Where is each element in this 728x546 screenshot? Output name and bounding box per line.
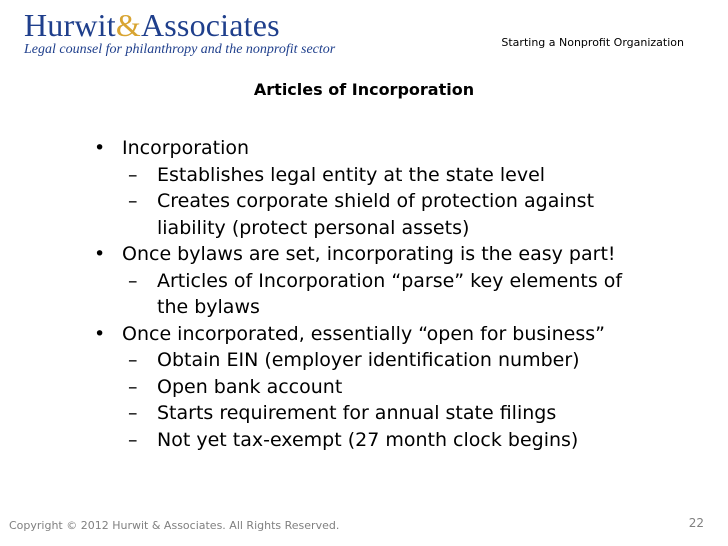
dash-icon: – — [128, 269, 138, 292]
logo-tagline: Legal counsel for philanthropy and the nonprofit sector — [24, 42, 336, 57]
bullet-item — [94, 241, 704, 268]
bullet-list — [94, 135, 704, 453]
sub-bullet-item — [94, 162, 704, 189]
sub-bullet-item — [94, 400, 704, 427]
dash-icon: – — [128, 190, 138, 212]
bullet-icon: • — [94, 137, 106, 159]
sub-bullet-text: Establishes legal entity at the state level — [157, 163, 546, 186]
dash-icon: – — [128, 428, 138, 451]
section-label: Starting a Nonprofit Organization — [501, 36, 684, 49]
dash-icon: – — [128, 349, 138, 371]
page-number: 22 — [688, 516, 704, 530]
logo-wordmark — [24, 8, 335, 42]
bullet-text: Incorporation — [122, 137, 250, 159]
company-logo — [24, 8, 335, 58]
sub-bullet-text: Not yet tax-exempt (27 month clock begins) — [157, 428, 579, 451]
bullet-item — [94, 135, 704, 162]
slide-title — [0, 80, 728, 99]
logo-ampersand: & — [115, 7, 141, 43]
dash-icon: – — [128, 375, 138, 398]
sub-bullet-item — [94, 427, 704, 454]
dash-icon: – — [128, 163, 138, 186]
sub-bullet-item — [94, 374, 704, 401]
sub-bullet-text: Creates corporate shield of protection against liability (protect personal assets) — [157, 190, 595, 239]
sub-bullet-text: Obtain EIN (employer identification number) — [157, 349, 580, 371]
bullet-text: Once incorporated, essentially “open for business” — [122, 322, 605, 345]
logo-name-part2: Associates — [140, 7, 280, 43]
sub-bullet-item — [94, 347, 704, 374]
copyright-notice: Copyright © 2012 Hurwit & Associates. All Rights Reserved. — [9, 519, 340, 532]
sub-bullet-item — [94, 268, 704, 321]
bullet-item — [94, 321, 704, 348]
logo-name-part1: Hurwit — [24, 7, 116, 43]
slide-title-text: Articles of Incorporation — [253, 80, 475, 99]
sub-bullet-item — [94, 188, 704, 241]
bullet-icon: • — [94, 322, 106, 345]
sub-bullet-text: Starts requirement for annual state filings — [157, 402, 557, 424]
sub-bullet-text: Articles of Incorporation “parse” key elements of the bylaws — [157, 269, 623, 318]
sub-bullet-text: Open bank account — [157, 375, 343, 398]
bullet-icon: • — [94, 243, 106, 265]
dash-icon: – — [128, 402, 138, 424]
bullet-text: Once bylaws are set, incorporating is the easy part! — [122, 243, 616, 265]
